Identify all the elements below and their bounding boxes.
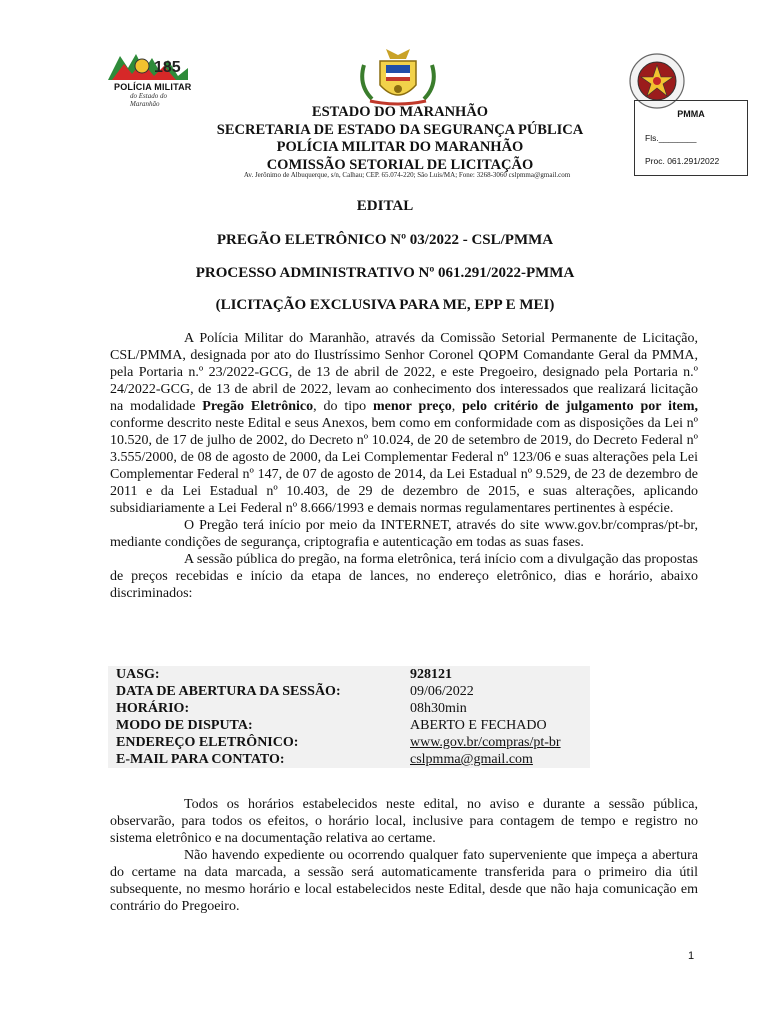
exclusiva-title: (LICITAÇÃO EXCLUSIVA PARA ME, EPP E MEI): [215, 297, 555, 313]
table-row: [108, 717, 590, 734]
contact-email-label: E-MAIL PARA CONTATO:: [116, 752, 285, 767]
pm-logo-emblem-icon: [102, 50, 194, 84]
opening-date-value: 09/06/2022: [410, 684, 474, 699]
electronic-address-link[interactable]: www.gov.br/compras/pt-br: [410, 735, 561, 750]
intro-section: [110, 330, 698, 602]
intro-paragraph-3: A sessão pública do pregão, na forma eletrônica, terá início com a divulgação das propostas de preços recebidas e início da etapa de lances, no endereço eletrônico, dias e horário, abaixo discriminados:: [110, 552, 698, 601]
table-row: [108, 751, 590, 768]
closing-section: [110, 796, 698, 915]
process-stamp-box: [634, 100, 748, 176]
table-row: [108, 683, 590, 700]
intro-paragraph-2: O Pregão terá início por meio da INTERNET, através do site www.gov.br/compras/pt-br, mediante condições de segurança, criptografia e autenticação em todas as suas fases.: [110, 518, 698, 550]
dispute-mode-value: ABERTO E FECHADO: [410, 718, 547, 733]
header-state: ESTADO DO MARANHÃO: [311, 104, 489, 120]
pregao-title: PREGÃO ELETRÔNICO Nº 03/2022 - CSL/PMMA: [216, 232, 554, 248]
table-row: [108, 700, 590, 717]
pm-logo: [102, 50, 194, 106]
closing-paragraph-2: Não havendo expediente ou ocorrendo qualquer fato superveniente que impeça a abertura do certame na data marcada, a sessão será automaticamente transferida para o primeiro dia útil subsequente, no mesmo horário e local estabelecidos neste Edital, desde que não haja comunicação em contrário do Pregoeiro.: [110, 848, 698, 914]
stamp-title: PMMA: [677, 109, 705, 119]
coat-of-arms: [356, 45, 440, 107]
dispute-mode-label: MODO DE DISPUTA:: [116, 718, 253, 733]
coat-of-arms-icon: [356, 45, 440, 107]
closing-paragraph-1: Todos os horários estabelecidos neste edital, no aviso e durante a sessão pública, observarão, para todos os efeitos, o horário local, inclusive para contagem de tempo e registro no sistema eletrônico e na documentação relativa ao certame.: [110, 797, 698, 846]
header-title-block: [190, 104, 610, 174]
page-number: 1: [688, 950, 695, 962]
header-commission: COMISSÃO SETORIAL DE LICITAÇÃO: [266, 156, 534, 173]
svg-text:185: 185: [154, 59, 181, 76]
table-row: [108, 666, 590, 683]
header-address: Av. Jerônimo de Albuquerque, s/n, Calhau; CEP. 65.074-220; São Luís/MA; Fone: 3268-3060 cslpmma@gmail.com: [243, 171, 571, 179]
time-label: HORÁRIO:: [116, 701, 190, 716]
stamp-proc: Proc. 061.291/2022: [645, 156, 720, 166]
pm-logo-label: POLÍCIA MILITAR: [114, 82, 192, 92]
time-value: 08h30min: [410, 701, 467, 716]
intro-paragraph-1: A Polícia Militar do Maranhão, através da Comissão Setorial Permanente de Licitação, CSL/PMMA, designada por ato do Ilustríssimo Senhor Coronel QOPM Comandante Geral da PMMA, pela Portaria n.º 23/2022-GCG, de 13 de abril de 2022, e este Pregoeiro, designado pela Portaria n.º 24/2022-GCG, de 13 de abril de 2022, levam ao conhecimento dos interessados que realizará licitação na modalidade Pregão Eletrônico, do tipo menor preço, pelo critério de julgamento por item, conforme descrito neste Edital e seus Anexos, bem como em conformidade com as disposições da Lei nº 10.520, de 17 de julho de 2002, do Decreto nº 10.024, de 20 de setembro de 2019, do Decreto Federal nº 3.555/2000, de 08 de agosto de 2000, da Lei Complementar Federal nº 123/06 e suas alterações pela Lei Complementar Federal nº 147, de 07 de agosto de 2014, da Lei Estadual nº 9.529, de 23 de dezembro de 2011 e da Lei Estadual nº 10.403, de 29 de dezembro de 2015, e suas alterações, aplicando subsidiariamente a Lei Federal nº 8.666/1993 e demais normas regulamentares pertinentes à espécie.: [110, 331, 699, 516]
electronic-address-label: ENDEREÇO ELETRÔNICO:: [116, 735, 299, 750]
edital-title: EDITAL: [356, 198, 414, 214]
header-police: POLÍCIA MILITAR DO MARANHÃO: [276, 139, 524, 155]
processo-title: PROCESSO ADMINISTRATIVO Nº 061.291/2022-PMMA: [195, 265, 575, 281]
stamp-fls: Fls.________: [645, 133, 697, 143]
contact-email-link[interactable]: cslpmma@gmail.com: [410, 752, 533, 767]
header-secretariat: SECRETARIA DE ESTADO DA SEGURANÇA PÚBLICA: [216, 121, 584, 138]
uasg-value: 928121: [410, 667, 452, 682]
table-row: [108, 734, 590, 751]
pm-logo-sublabel: do Estado do Maranhão: [130, 92, 167, 108]
opening-date-label: DATA DE ABERTURA DA SESSÃO:: [116, 684, 341, 699]
session-info-table: [108, 666, 590, 768]
uasg-label: UASG:: [116, 667, 160, 682]
